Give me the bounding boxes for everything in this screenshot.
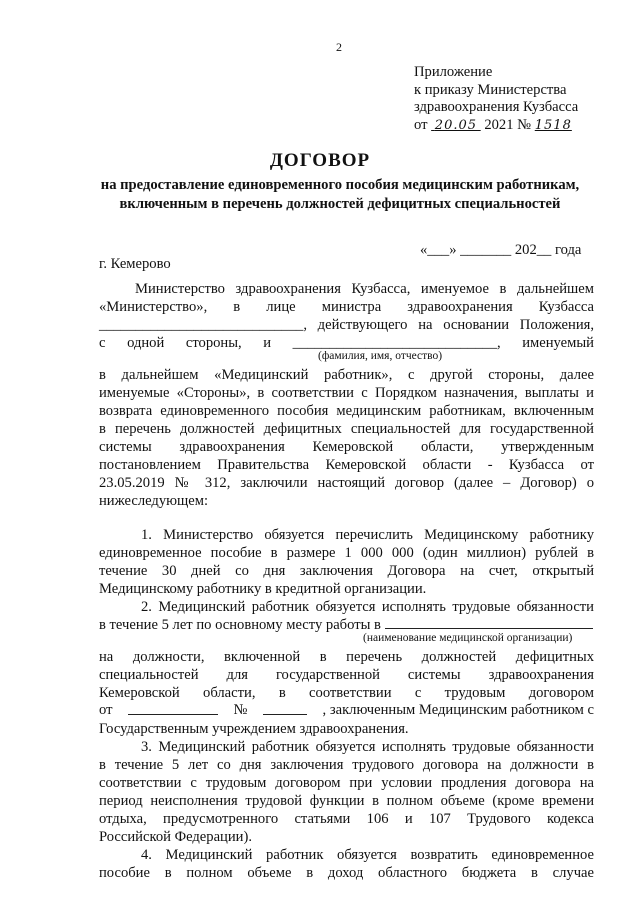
handwritten-date: 20.05	[434, 117, 478, 133]
preamble-line: системы здравоохранения Кемеровской области, утвержденным	[99, 439, 594, 455]
clause-2-text: , заключенным Медицинским работником с	[322, 702, 594, 718]
preamble-line: нижеследующем:	[99, 493, 209, 509]
clause-1-line: 1. Министерство обязуется перечислить Медицинскому работнику	[141, 527, 594, 543]
clause-2-line: Кемеровской области, в соответствии с трудовым договором	[99, 685, 594, 701]
clause-4-line: пособие в полном объеме в доход областного бюджета в случае	[99, 865, 594, 881]
contract-date-blank	[128, 702, 218, 715]
clause-3-line: Российской Федерации).	[99, 829, 252, 845]
clause-1-line: течение 30 дней со дня заключения Договора на счет, открытый	[99, 563, 594, 579]
clause-2-line: 2. Медицинский работник обязуется исполнять трудовые обязанности	[141, 599, 594, 615]
clause-1-line: Медицинскому работнику в кредитной организации.	[99, 581, 427, 597]
contract-date: «___» _______ 202__ года	[420, 242, 582, 258]
preamble-line: «Министерство», в лице министра здравоохранения Кузбасса	[99, 299, 594, 315]
page-number: 2	[336, 40, 342, 54]
org-blank	[385, 616, 593, 629]
clause-2-text: в течение 5 лет по основному месту работы в	[99, 617, 381, 633]
clause-2-line: на должности, включенной в перечень должностей дефицитных	[99, 649, 594, 665]
preamble-line: именуемые «Стороны», в соответствии с Порядком назначения, выплаты и	[99, 385, 594, 401]
appendix-line-3: здравоохранения Кузбасса	[414, 99, 579, 115]
clause-3-line: период неисполнения трудовой функции в полном объеме (кроме времени	[99, 793, 594, 809]
appendix-from: от	[414, 116, 428, 133]
appendix-line-1: Приложение	[414, 64, 493, 80]
clause-2-line	[99, 702, 594, 719]
document-title: ДОГОВОР	[269, 150, 371, 171]
clause-1-line: единовременное пособие в размере 1 000 000 (один миллион) рублей в	[99, 545, 594, 561]
appendix-line-2: к приказу Министерства	[414, 81, 567, 98]
contract-city: г. Кемерово	[99, 256, 171, 272]
preamble-line: постановлением Правительства Кемеровской области - Кузбасса от	[99, 457, 594, 473]
caption-org: (наименование медицинской организации)	[363, 632, 573, 644]
preamble-line: Министерство здравоохранения Кузбасса, именуемое в дальнейшем	[135, 281, 594, 297]
clause-3-line: соответствии с трудовым договором при условии продления договора на	[99, 775, 594, 791]
preamble-line: возврата единовременного пособия медицинским работникам, включенным	[99, 403, 594, 419]
appendix-line-4	[414, 117, 578, 135]
contract-number-label: №	[233, 702, 248, 718]
clause-4-line: 4. Медицинский работник обязуется возвратить единовременное	[141, 847, 594, 863]
clause-3-line: в течение 5 лет со дня заключения трудового договора на должности в	[99, 757, 594, 773]
handwritten-number: 1518	[534, 117, 572, 133]
preamble-line: с одной стороны, и ____________________________, именуемый	[99, 335, 594, 351]
preamble-line: в перечень должностей дефицитных специальностей для государственной	[99, 421, 594, 437]
clause-3-line: отдыха, предусмотренного статьями 106 и 107 Трудового кодекса	[99, 811, 594, 827]
appendix-year: 2021 №	[484, 116, 532, 133]
document-subtitle: на предоставление единовременного пособия медицинским работникам, включенным в перечень должностей дефицитных специальностей	[100, 177, 580, 212]
appendix-header	[414, 64, 578, 134]
clause-2-line: Государственным учреждением здравоохранения.	[99, 721, 409, 737]
contract-from-label: от	[99, 702, 113, 718]
preamble-line: ____________________________, действующего на основании Положения,	[99, 317, 594, 333]
preamble-line: 23.05.2019 № 312, заключили настоящий договор (далее – Договор) о	[99, 475, 594, 491]
clause-3-line: 3. Медицинский работник обязуется исполнять трудовые обязанности	[141, 739, 594, 755]
clause-2-line: специальностей для государственной системы здравоохранения	[99, 667, 594, 683]
caption-fio: (фамилия, имя, отчество)	[318, 350, 443, 362]
contract-number-blank	[263, 702, 307, 715]
preamble-line: в дальнейшем «Медицинский работник», с другой стороны, далее	[99, 367, 594, 383]
